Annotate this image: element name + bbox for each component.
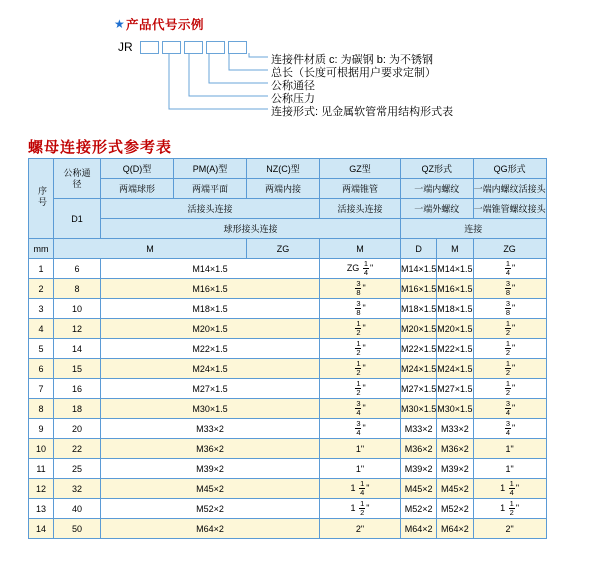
header-desc-gz: 两端锥管	[320, 179, 401, 199]
cell-m: M64×2	[101, 519, 320, 539]
cell-m: M14×1.5	[101, 259, 320, 279]
cell-m: M52×2	[101, 499, 320, 519]
product-code-prefix: JR	[118, 40, 133, 54]
star-icon: ★	[114, 17, 125, 31]
cell-qz-m: M30×1.5	[401, 399, 437, 419]
cell-dn: 18	[54, 399, 101, 419]
cell-dn: 40	[54, 499, 101, 519]
header-sub-zg: ZG	[247, 239, 320, 259]
cell-qg: 2"	[473, 519, 546, 539]
cell-qg: $\frac{3}{4}$ "	[473, 419, 546, 439]
cell-qz-d: M33×2	[437, 419, 473, 439]
table-header-row-5	[29, 239, 547, 259]
header-sub-m: M	[54, 239, 247, 259]
cell-qz-m: M18×1.5	[401, 299, 437, 319]
cell-gz: $\frac{1}{2}$ "	[320, 319, 401, 339]
table-header-row-2	[29, 179, 547, 199]
cell-qz-m: M36×2	[401, 439, 437, 459]
diagram-label-material: 连接件材质 c: 为碳钢 b: 为不锈钢	[271, 54, 433, 66]
cell-sn: 2	[29, 279, 54, 299]
header-unit-mm: mm	[29, 239, 54, 259]
cell-gz: $\frac{3}{4}$ "	[320, 419, 401, 439]
cell-qg: $\frac{1}{2}$ "	[473, 379, 546, 399]
table-row	[29, 379, 547, 399]
cell-sn: 6	[29, 359, 54, 379]
diagram-label-connection-type: 连接形式: 见金属软管常用结构形式表	[271, 106, 454, 118]
cell-m: M24×1.5	[101, 359, 320, 379]
cell-qg: 1 $\frac{1}{4}$ "	[473, 479, 546, 499]
cell-dn: 8	[54, 279, 101, 299]
header-desc-pma: 两端平面	[174, 179, 247, 199]
cell-gz: $\frac{1}{2}$ "	[320, 339, 401, 359]
cell-gz: $\frac{1}{2}$ "	[320, 359, 401, 379]
table-row	[29, 279, 547, 299]
header-code-pma: PM(A)型	[174, 159, 247, 179]
header-desc-qd: 两端球形	[101, 179, 174, 199]
cell-qg: $\frac{3}{8}$ "	[473, 299, 546, 319]
cell-dn: 32	[54, 479, 101, 499]
cell-m: M20×1.5	[101, 319, 320, 339]
cell-qg: 1 $\frac{1}{2}$ "	[473, 499, 546, 519]
cell-dn: 16	[54, 379, 101, 399]
cell-m: M39×2	[101, 459, 320, 479]
header-code-nzc: NZ(C)型	[247, 159, 320, 179]
cell-gz: $\frac{3}{8}$ "	[320, 299, 401, 319]
header-code-gz: GZ型	[320, 159, 401, 179]
cell-sn: 1	[29, 259, 54, 279]
table-row	[29, 319, 547, 339]
cell-gz: 1"	[320, 459, 401, 479]
cell-gz: $\frac{3}{4}$ "	[320, 399, 401, 419]
cell-qz-m: M20×1.5	[401, 319, 437, 339]
nut-connection-table	[28, 158, 547, 539]
header-desc2-gz-joint: 活接头连接	[320, 199, 401, 219]
cell-dn: 25	[54, 459, 101, 479]
cell-sn: 10	[29, 439, 54, 459]
table-head	[29, 159, 547, 259]
diagram-label-nominal-diameter: 公称通径	[271, 80, 315, 92]
diagram-label-length: 总长（长度可根据用户要求定制）	[271, 67, 436, 79]
cell-qz-d: M45×2	[437, 479, 473, 499]
cell-qz-d: M24×1.5	[437, 359, 473, 379]
table-header-row-4	[29, 219, 547, 239]
cell-qg: $\frac{1}{2}$ "	[473, 319, 546, 339]
cell-qz-m: M33×2	[401, 419, 437, 439]
cell-qg: $\frac{1}{2}$ "	[473, 339, 546, 359]
cell-qz-m: M14×1.5	[401, 259, 437, 279]
cell-dn: 6	[54, 259, 101, 279]
table-row	[29, 259, 547, 279]
cell-gz: $\frac{3}{8}$ "	[320, 279, 401, 299]
table-header-row-3	[29, 199, 547, 219]
cell-qz-d: M30×1.5	[437, 399, 473, 419]
cell-qz-m: M45×2	[401, 479, 437, 499]
cell-qg: $\frac{3}{8}$ "	[473, 279, 546, 299]
table-row	[29, 339, 547, 359]
cell-qg: $\frac{1}{4}$ "	[473, 259, 546, 279]
cell-qg: 1"	[473, 439, 546, 459]
header-code-qz: QZ形式	[401, 159, 474, 179]
cell-dn: 15	[54, 359, 101, 379]
cell-sn: 5	[29, 339, 54, 359]
cell-gz: 1 $\frac{1}{2}$ "	[320, 499, 401, 519]
cell-dn: 14	[54, 339, 101, 359]
header-desc2-qz-thread: 一端外螺纹	[401, 199, 474, 219]
cell-dn: 20	[54, 419, 101, 439]
cell-qz-d: M18×1.5	[437, 299, 473, 319]
diagram-title: 产品代号示例	[126, 18, 205, 32]
cell-qg: $\frac{3}{4}$ "	[473, 399, 546, 419]
cell-sn: 8	[29, 399, 54, 419]
cell-sn: 13	[29, 499, 54, 519]
cell-gz: 2"	[320, 519, 401, 539]
table-row	[29, 419, 547, 439]
cell-qz-m: M27×1.5	[401, 379, 437, 399]
header-code-qd: Q(D)型	[101, 159, 174, 179]
cell-qz-m: M16×1.5	[401, 279, 437, 299]
header-dn: 公称通径	[54, 159, 101, 199]
cell-gz: ZG $\frac{1}{4}$ "	[320, 259, 401, 279]
product-code-diagram	[0, 0, 600, 132]
cell-qz-d: M20×1.5	[437, 319, 473, 339]
cell-dn: 10	[54, 299, 101, 319]
cell-dn: 12	[54, 319, 101, 339]
cell-qz-d: M14×1.5	[437, 259, 473, 279]
table-title: 螺母连接形式参考表	[28, 139, 173, 156]
header-code-qg: QG形式	[473, 159, 546, 179]
table-row	[29, 499, 547, 519]
cell-m: M18×1.5	[101, 299, 320, 319]
cell-qz-d: M36×2	[437, 439, 473, 459]
cell-qz-d: M16×1.5	[437, 279, 473, 299]
table-row	[29, 359, 547, 379]
cell-gz: $\frac{1}{2}$ "	[320, 379, 401, 399]
header-sn: 序号	[29, 159, 54, 239]
cell-sn: 12	[29, 479, 54, 499]
cell-qz-d: M52×2	[437, 499, 473, 519]
cell-m: M36×2	[101, 439, 320, 459]
cell-sn: 14	[29, 519, 54, 539]
cell-gz: 1 $\frac{1}{4}$ "	[320, 479, 401, 499]
cell-sn: 11	[29, 459, 54, 479]
table-row	[29, 479, 547, 499]
cell-dn: 22	[54, 439, 101, 459]
header-sub-qg-m: M	[437, 239, 473, 259]
cell-qz-d: M27×1.5	[437, 379, 473, 399]
header-ball-joint: 球形接头连接	[101, 219, 401, 239]
header-desc-qz: 一端内螺纹	[401, 179, 474, 199]
cell-qz-m: M39×2	[401, 459, 437, 479]
header-desc2-joint: 活接头连接	[101, 199, 320, 219]
cell-sn: 7	[29, 379, 54, 399]
nut-connection-table-wrap	[28, 158, 547, 539]
cell-gz: 1"	[320, 439, 401, 459]
cell-m: M45×2	[101, 479, 320, 499]
cell-sn: 9	[29, 419, 54, 439]
header-desc-nzc: 两端内接	[247, 179, 320, 199]
cell-qz-d: M64×2	[437, 519, 473, 539]
cell-m: M27×1.5	[101, 379, 320, 399]
cell-m: M22×1.5	[101, 339, 320, 359]
header-d1: D1	[54, 199, 101, 239]
cell-qg: 1"	[473, 459, 546, 479]
cell-sn: 4	[29, 319, 54, 339]
cell-sn: 3	[29, 299, 54, 319]
header-sub-qz-m: M	[320, 239, 401, 259]
header-sub-qz-d: D	[401, 239, 437, 259]
header-desc2-qg-thread: 一端锥管螺纹接头	[473, 199, 546, 219]
cell-qz-m: M52×2	[401, 499, 437, 519]
header-connect: 连接	[401, 219, 547, 239]
cell-m: M33×2	[101, 419, 320, 439]
cell-qz-d: M39×2	[437, 459, 473, 479]
cell-m: M30×1.5	[101, 399, 320, 419]
header-desc-qg: 一端内螺纹活接头	[473, 179, 546, 199]
table-row	[29, 299, 547, 319]
table-row	[29, 459, 547, 479]
table-row	[29, 439, 547, 459]
cell-qz-d: M22×1.5	[437, 339, 473, 359]
header-sub-qg-zg: ZG	[473, 239, 546, 259]
table-row	[29, 399, 547, 419]
cell-qz-m: M64×2	[401, 519, 437, 539]
table-body	[29, 259, 547, 539]
diagram-label-nominal-pressure: 公称压力	[271, 93, 315, 105]
cell-qz-m: M22×1.5	[401, 339, 437, 359]
table-row	[29, 519, 547, 539]
table-header-row-1	[29, 159, 547, 179]
cell-qg: $\frac{1}{2}$ "	[473, 359, 546, 379]
cell-dn: 50	[54, 519, 101, 539]
cell-m: M16×1.5	[101, 279, 320, 299]
cell-qz-m: M24×1.5	[401, 359, 437, 379]
